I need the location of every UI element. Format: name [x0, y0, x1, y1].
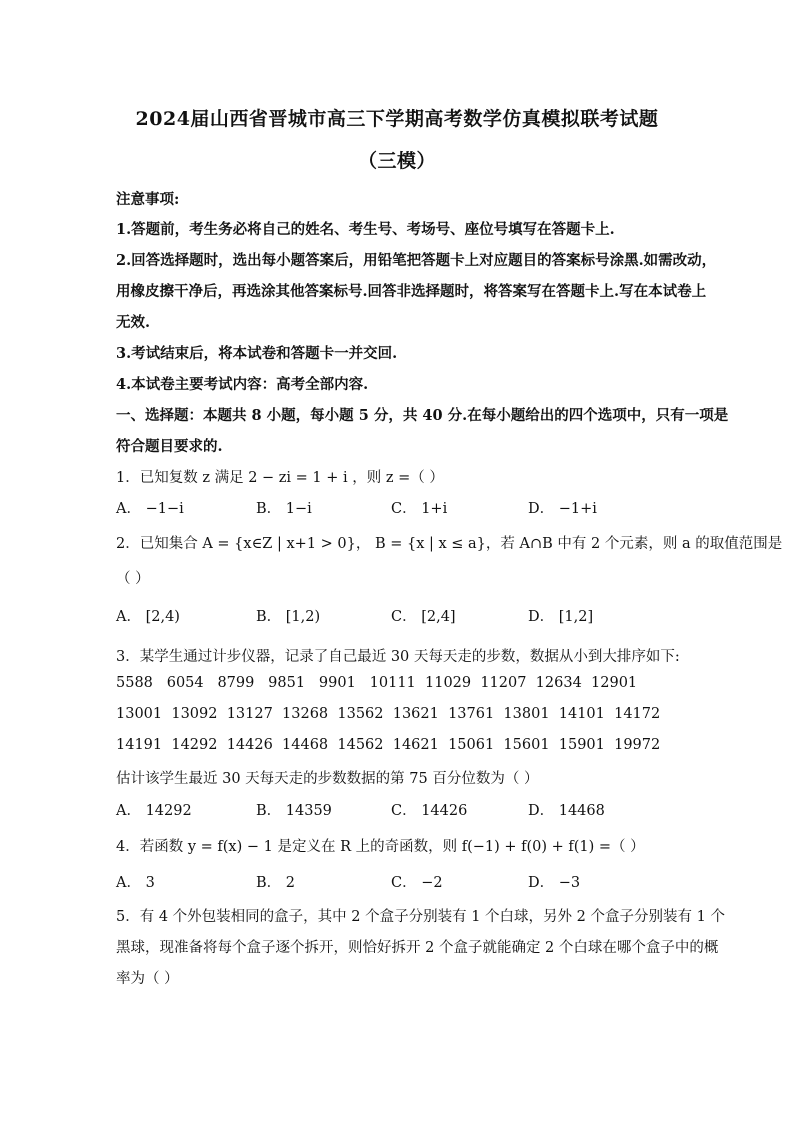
question-1-option-d: D． −1+i — [528, 501, 597, 517]
question-3-data-row-1: 5588 6054 8799 9851 9901 10111 11029 11207 12634 12901 — [116, 675, 638, 691]
question-3-option-d: D． 14468 — [528, 803, 605, 819]
notice-item-2-line-1: 2.回答选择题时，选出每小题答案后，用铅笔把答题卡上对应题目的答案标号涂黑.如需改动， — [116, 252, 717, 269]
question-4-option-d: D． −3 — [528, 875, 581, 891]
question-2-option-a: A． [2,4) — [116, 609, 180, 625]
question-1-stem: 1．已知复数 z 满足 2 − zi = 1 + i ，则 z =（ ） — [116, 470, 444, 486]
question-1-option-c: C． 1+i — [391, 501, 448, 517]
question-4-stem: 4．若函数 y = f(x) − 1 是定义在 R 上的奇函数，则 f(−1) + f(0) + f(1) =（ ） — [116, 839, 645, 855]
question-5-line-3: 率为（ ） — [116, 971, 179, 987]
notice-item-3: 3.考试结束后，将本试卷和答题卡一并交回. — [116, 345, 398, 362]
section-heading-line-2: 符合题目要求的. — [116, 438, 223, 455]
question-3-option-c: C． 14426 — [391, 803, 468, 819]
question-2-option-d: D． [1,2] — [528, 609, 594, 625]
question-4-option-c: C． −2 — [391, 875, 443, 891]
question-3-stem: 3．某学生通过计步仪器，记录了自己最近 30 天每天走的步数，数据从小到大排序如下: — [116, 649, 680, 665]
question-3-option-a: A． 14292 — [116, 803, 192, 819]
question-3-data-row-3: 14191 14292 14426 14468 14562 14621 15061 15601 15901 19972 — [116, 737, 661, 753]
question-4-option-a: A． 3 — [116, 875, 155, 891]
question-3-ask: 估计该学生最近 30 天每天走的步数数据的第 75 百分位数为（ ） — [116, 771, 539, 787]
question-4-option-b: B． 2 — [256, 875, 295, 891]
notice-heading: 注意事项: — [116, 191, 180, 208]
notice-item-4: 4.本试卷主要考试内容：高考全部内容. — [116, 376, 369, 393]
question-1-option-a: A． −1−i — [116, 501, 184, 517]
page-title: 2024届山西省晋城市高三下学期高考数学仿真模拟联考试题 — [135, 108, 659, 130]
question-3-option-b: B． 14359 — [256, 803, 332, 819]
question-3-options — [116, 799, 696, 821]
question-2-options — [116, 605, 696, 627]
question-4-options — [116, 871, 696, 893]
question-2-stem: 2．已知集合 A = {x∈Z | x+1 > 0}， B = {x | x ≤ a}，若 A∩B 中有 2 个元素，则 a 的取值范围是 — [116, 536, 783, 552]
question-5-line-2: 黑球，现准备将每个盒子逐个拆开，则恰好拆开 2 个盒子就能确定 2 个白球在哪个盒子中的概 — [116, 940, 719, 956]
question-2-option-c: C． [2,4] — [391, 609, 456, 625]
question-2-option-b: B． [1,2) — [256, 609, 321, 625]
notice-item-2-line-3: 无效. — [116, 314, 151, 331]
section-heading-line-1: 一、选择题：本题共 8 小题，每小题 5 分，共 40 分.在每小题给出的四个选项中，只有一项是 — [116, 407, 729, 424]
notice-item-2-line-2: 用橡皮擦干净后，再选涂其他答案标号.回答非选择题时，将答案写在答题卡上.写在本试卷上 — [116, 283, 707, 300]
page-subtitle: （三模） — [357, 150, 436, 172]
notice-item-1: 1.答题前，考生务必将自己的姓名、考生号、考场号、座位号填写在答题卡上. — [116, 221, 615, 238]
question-1-option-b: B． 1−i — [256, 501, 312, 517]
question-2-stem-line-2: （ ） — [116, 571, 150, 587]
question-1-options — [116, 497, 696, 519]
question-5-line-1: 5．有 4 个外包装相同的盒子，其中 2 个盒子分别装有 1 个白球，另外 2 个盒子分别装有 1 个 — [116, 909, 725, 925]
question-3-data-row-2: 13001 13092 13127 13268 13562 13621 13761 13801 14101 14172 — [116, 706, 661, 722]
